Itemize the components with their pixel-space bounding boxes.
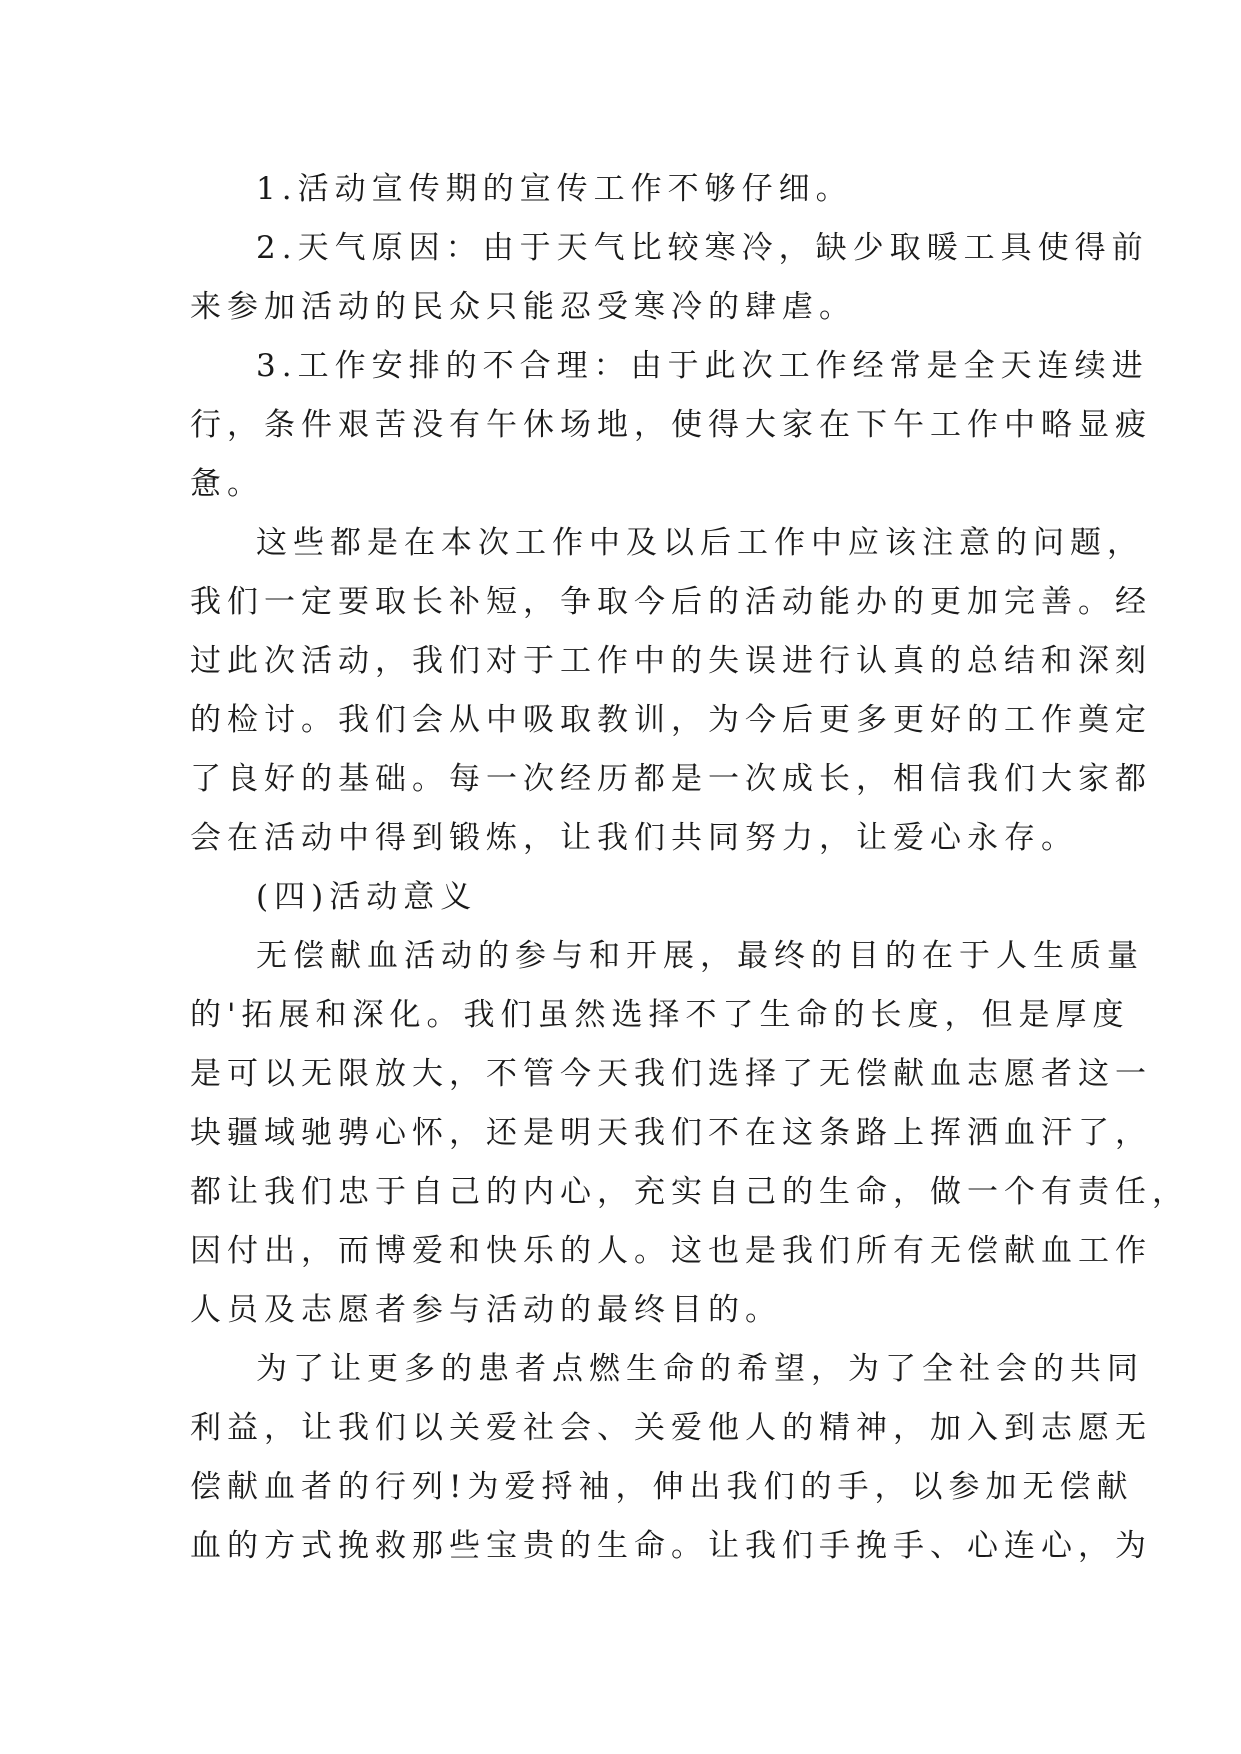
closing-paragraph-line-4: 血的方式挽救那些宝贵的生命。让我们手挽手、心连心，为	[190, 1528, 1152, 1564]
significance-paragraph-line-4: 块疆域驰骋心怀，还是明天我们不在这条路上挥洒血汗了，	[190, 1115, 1152, 1151]
document-body	[190, 160, 1189, 1576]
significance-paragraph-line-2: 的'拓展和深化。我们虽然选择不了生命的长度，但是厚度	[190, 997, 1130, 1033]
summary-paragraph-line-6: 会在活动中得到锻炼，让我们共同努力，让爱心永存。	[190, 820, 1078, 856]
list-item-1-line-1: 1.活动宣传期的宣传工作不够仔细。	[256, 171, 853, 207]
summary-paragraph-line-1: 这些都是在本次工作中及以后工作中应该注意的问题，	[256, 525, 1144, 561]
summary-paragraph-line-3: 过此次活动，我们对于工作中的失误进行认真的总结和深刻	[190, 643, 1152, 679]
summary-paragraph-line-4: 的检讨。我们会从中吸取教训，为今后更多更好的工作奠定	[190, 702, 1152, 738]
summary-paragraph-line-2: 我们一定要取长补短，争取今后的活动能办的更加完善。经	[190, 584, 1152, 620]
closing-paragraph-line-1: 为了让更多的患者点燃生命的希望，为了全社会的共同	[256, 1351, 1144, 1387]
summary-paragraph-line-5: 了良好的基础。每一次经历都是一次成长，相信我们大家都	[190, 761, 1152, 797]
section-heading: (四)活动意义	[256, 879, 478, 915]
list-item-3-line-2: 行，条件艰苦没有午休场地，使得大家在下午工作中略显疲	[190, 407, 1152, 443]
closing-paragraph-line-3: 偿献血者的行列!为爱捋袖，伸出我们的手，以参加无偿献	[190, 1469, 1134, 1505]
significance-paragraph-line-5: 都让我们忠于自己的内心，充实自己的生命，做一个有责任，	[190, 1174, 1189, 1210]
significance-paragraph-line-3: 是可以无限放大，不管今天我们选择了无偿献血志愿者这一	[190, 1056, 1152, 1092]
list-item-2-line-2: 来参加活动的民众只能忍受寒冷的肆虐。	[190, 289, 856, 325]
list-item-2-line-1: 2.天气原因：由于天气比较寒冷，缺少取暖工具使得前	[256, 230, 1149, 266]
list-item-3-line-3: 惫。	[190, 466, 264, 502]
significance-paragraph-line-7: 人员及志愿者参与活动的最终目的。	[190, 1292, 782, 1328]
significance-paragraph-line-6: 因付出，而博爱和快乐的人。这也是我们所有无偿献血工作	[190, 1233, 1152, 1269]
significance-paragraph-line-1: 无偿献血活动的参与和开展，最终的目的在于人生质量	[256, 938, 1144, 974]
list-item-3-line-1: 3.工作安排的不合理：由于此次工作经常是全天连续进	[256, 348, 1149, 384]
closing-paragraph-line-2: 利益，让我们以关爱社会、关爱他人的精神，加入到志愿无	[190, 1410, 1152, 1446]
